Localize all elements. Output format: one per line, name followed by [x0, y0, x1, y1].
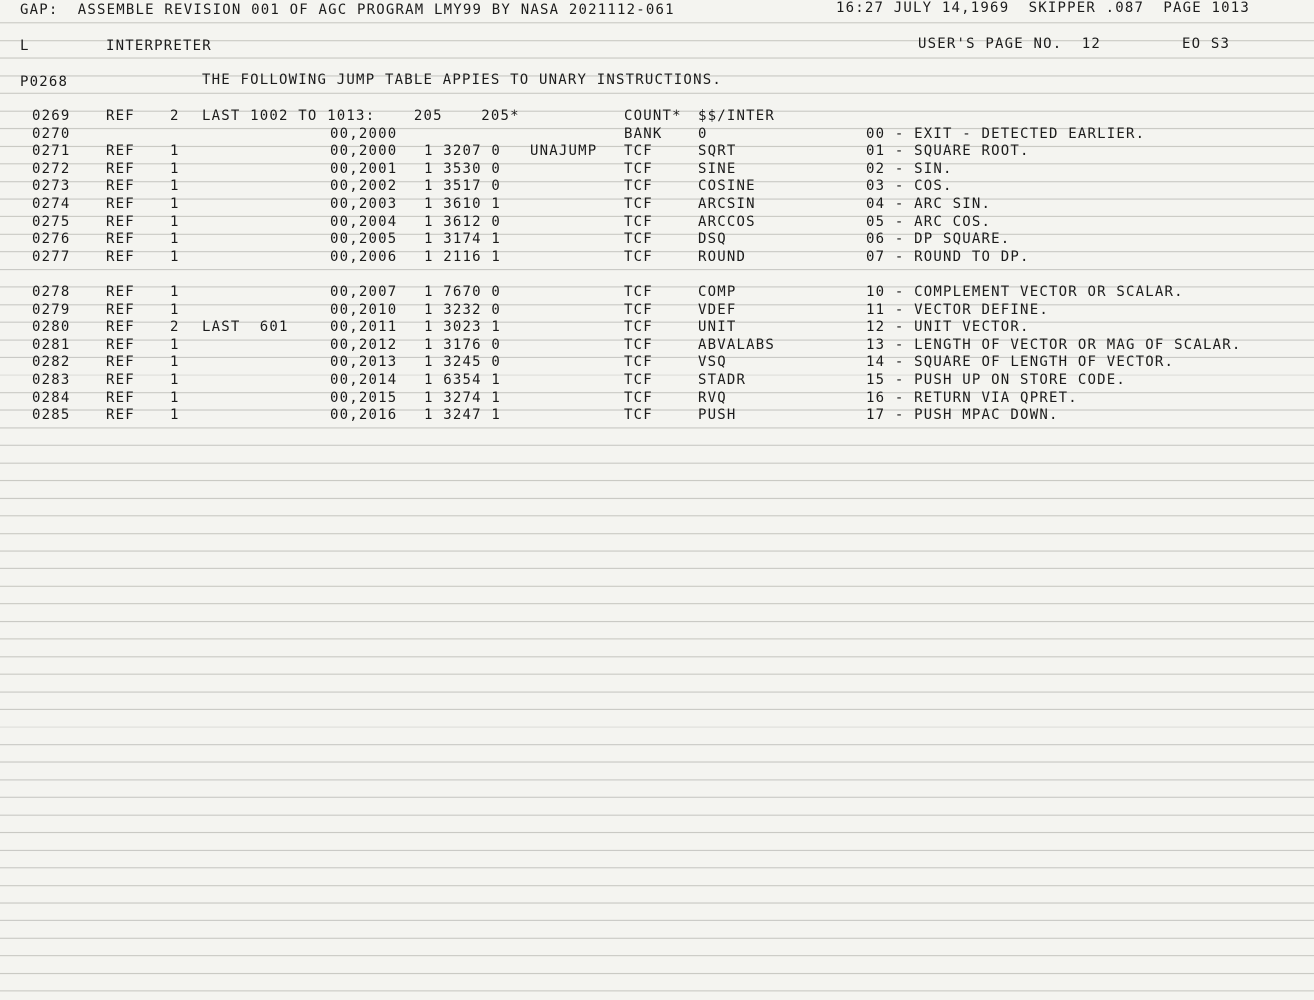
table-row	[0, 231, 1314, 249]
row-code: 1 3530 0	[424, 160, 502, 177]
row-line: 0273	[32, 178, 71, 195]
row-ref: REF	[106, 372, 135, 388]
row-addr: 00,2013	[330, 354, 398, 371]
row-addr: 00,2002	[330, 178, 398, 195]
row-ref: REF	[106, 389, 135, 406]
row-op: TCF	[624, 301, 653, 318]
row-code: 1 3023 1	[424, 319, 502, 336]
row-line: 0277	[32, 248, 71, 265]
row-operand: $$/INTER	[698, 108, 776, 124]
row-operand: VSQ	[698, 354, 727, 371]
section-letter: L	[20, 38, 30, 54]
row-num: 1	[170, 231, 180, 248]
row-operand: ROUND	[698, 248, 747, 265]
row-num: 1	[170, 143, 180, 160]
row-ref: REF	[106, 319, 135, 336]
row-op: TCF	[624, 372, 653, 388]
row-comment: 07 - ROUND TO DP.	[866, 248, 1030, 265]
row-line: 0274	[32, 196, 71, 212]
row-comment: 14 - SQUARE OF LENGTH OF VECTOR.	[866, 354, 1175, 371]
row-addr: 00,2011	[330, 319, 398, 336]
row-code: 1 3245 0	[424, 354, 502, 371]
eo-marker: EO S3	[1182, 36, 1231, 52]
row-num: 1	[170, 160, 180, 177]
table-row	[0, 390, 1314, 408]
row-num: 2	[170, 108, 180, 124]
row-comment: 01 - SQUARE ROOT.	[866, 143, 1030, 160]
row-comment: 12 - UNIT VECTOR.	[866, 319, 1030, 336]
row-code: 1 3174 1	[424, 231, 502, 248]
row-op: TCF	[624, 389, 653, 406]
table-row	[0, 143, 1314, 161]
table-row	[0, 108, 1314, 126]
row-operand: PUSH	[698, 407, 737, 424]
table-row	[0, 178, 1314, 196]
row-ref: REF	[106, 301, 135, 318]
row-addr: 00,2010	[330, 301, 398, 318]
row-operand: 0	[698, 125, 708, 142]
row-operand: UNIT	[698, 319, 737, 336]
row-num: 1	[170, 354, 180, 371]
row-addr: 00,2007	[330, 284, 398, 300]
row-ref: REF	[106, 143, 135, 160]
row-ref: REF	[106, 108, 135, 124]
row-ref: REF	[106, 354, 135, 371]
table-row	[0, 354, 1314, 372]
row-comment: 17 - PUSH MPAC DOWN.	[866, 407, 1059, 424]
row-num: 1	[170, 213, 180, 230]
row-comment: 06 - DP SQUARE.	[866, 231, 1011, 248]
row-op: TCF	[624, 160, 653, 177]
row-line: 0279	[32, 301, 71, 318]
row-ref: REF	[106, 231, 135, 248]
row-op: COUNT*	[624, 108, 682, 124]
row-comment: 13 - LENGTH OF VECTOR OR MAG OF SCALAR.	[866, 336, 1242, 353]
row-line: 0269	[32, 108, 71, 124]
row-line: 0280	[32, 319, 71, 336]
page-header-right: 16:27 JULY 14,1969 SKIPPER .087 PAGE 1013	[836, 0, 1251, 16]
row-operand: STADR	[698, 372, 747, 388]
row-comment: 03 - COS.	[866, 178, 953, 195]
row-operand: SQRT	[698, 143, 737, 160]
row-line: 0284	[32, 389, 71, 406]
row-op: TCF	[624, 143, 653, 160]
row-op: TCF	[624, 336, 653, 353]
row-extra: LAST 1002 TO 1013: 205 205*	[202, 108, 520, 124]
row-op: TCF	[624, 284, 653, 300]
users-page-number: USER'S PAGE NO. 12	[918, 36, 1101, 52]
table-row	[0, 302, 1314, 320]
row-comment: 11 - VECTOR DEFINE.	[866, 301, 1049, 318]
row-code: 1 3207 0	[424, 143, 502, 160]
row-operand: ABVALABS	[698, 336, 776, 353]
table-row	[0, 249, 1314, 267]
row-code: 1 3274 1	[424, 389, 502, 406]
row-extra: LAST 601	[202, 319, 289, 336]
row-code: 1 3176 0	[424, 336, 502, 353]
row-op: TCF	[624, 231, 653, 248]
section-title: INTERPRETER	[106, 38, 212, 54]
row-op: TCF	[624, 248, 653, 265]
row-code: 1 3610 1	[424, 196, 502, 212]
row-addr: 00,2015	[330, 389, 398, 406]
row-op: TCF	[624, 178, 653, 195]
row-op: BANK	[624, 125, 663, 142]
row-code: 1 7670 0	[424, 284, 502, 300]
row-num: 1	[170, 301, 180, 318]
row-line: 0281	[32, 336, 71, 353]
row-operand: VDEF	[698, 301, 737, 318]
row-code: 1 3612 0	[424, 213, 502, 230]
row-num: 1	[170, 407, 180, 424]
row-comment: 05 - ARC COS.	[866, 213, 992, 230]
row-line: 0271	[32, 143, 71, 160]
row-line: 0276	[32, 231, 71, 248]
row-op: TCF	[624, 407, 653, 424]
row-ref: REF	[106, 284, 135, 300]
row-ref: REF	[106, 178, 135, 195]
intro-line-number: P0268	[20, 74, 69, 90]
table-row	[0, 319, 1314, 337]
row-num: 1	[170, 284, 180, 300]
row-line: 0282	[32, 354, 71, 371]
row-line: 0283	[32, 372, 71, 388]
row-addr: 00,2001	[330, 160, 398, 177]
row-comment: 04 - ARC SIN.	[866, 196, 992, 212]
row-addr: 00,2004	[330, 213, 398, 230]
row-comment: 10 - COMPLEMENT VECTOR OR SCALAR.	[866, 284, 1184, 300]
row-num: 2	[170, 319, 180, 336]
row-label: UNAJUMP	[530, 143, 598, 160]
row-ref: REF	[106, 160, 135, 177]
row-operand: COMP	[698, 284, 737, 300]
row-operand: RVQ	[698, 389, 727, 406]
row-operand: COSINE	[698, 178, 756, 195]
row-code: 1 6354 1	[424, 372, 502, 388]
table-row	[0, 372, 1314, 390]
row-addr: 00,2006	[330, 248, 398, 265]
table-row	[0, 337, 1314, 355]
table-row	[0, 214, 1314, 232]
row-op: TCF	[624, 196, 653, 212]
row-line: 0278	[32, 284, 71, 300]
row-num: 1	[170, 196, 180, 212]
row-comment: 00 - EXIT - DETECTED EARLIER.	[866, 125, 1146, 142]
row-addr: 00,2003	[330, 196, 398, 212]
row-code: 1 3247 1	[424, 407, 502, 424]
row-num: 1	[170, 178, 180, 195]
row-operand: DSQ	[698, 231, 727, 248]
table-row	[0, 407, 1314, 425]
row-ref: REF	[106, 336, 135, 353]
page-header-left: GAP: ASSEMBLE REVISION 001 OF AGC PROGRAM LMY99 BY NASA 2021112-061	[20, 2, 675, 18]
row-addr: 00,2012	[330, 336, 398, 353]
row-addr: 00,2000	[330, 125, 398, 142]
table-row	[0, 196, 1314, 214]
row-ref: REF	[106, 213, 135, 230]
row-comment: 02 - SIN.	[866, 160, 953, 177]
row-line: 0272	[32, 160, 71, 177]
row-addr: 00,2016	[330, 407, 398, 424]
row-num: 1	[170, 336, 180, 353]
row-ref: REF	[106, 407, 135, 424]
table-row	[0, 161, 1314, 179]
table-row	[0, 126, 1314, 144]
row-op: TCF	[624, 213, 653, 230]
row-ref: REF	[106, 248, 135, 265]
row-ref: REF	[106, 196, 135, 212]
row-line: 0285	[32, 407, 71, 424]
row-line: 0270	[32, 125, 71, 142]
table-row	[0, 284, 1314, 302]
row-operand: ARCCOS	[698, 213, 756, 230]
row-comment: 16 - RETURN VIA QPRET.	[866, 389, 1078, 406]
row-num: 1	[170, 372, 180, 388]
row-code: 1 3232 0	[424, 301, 502, 318]
row-operand: SINE	[698, 160, 737, 177]
row-code: 1 2116 1	[424, 248, 502, 265]
intro-text: THE FOLLOWING JUMP TABLE APPIES TO UNARY INSTRUCTIONS.	[202, 72, 722, 88]
row-comment: 15 - PUSH UP ON STORE CODE.	[866, 372, 1126, 388]
row-num: 1	[170, 389, 180, 406]
row-code: 1 3517 0	[424, 178, 502, 195]
row-op: TCF	[624, 354, 653, 371]
row-addr: 00,2000	[330, 143, 398, 160]
row-addr: 00,2005	[330, 231, 398, 248]
row-addr: 00,2014	[330, 372, 398, 388]
row-line: 0275	[32, 213, 71, 230]
row-op: TCF	[624, 319, 653, 336]
row-num: 1	[170, 248, 180, 265]
row-operand: ARCSIN	[698, 196, 756, 212]
